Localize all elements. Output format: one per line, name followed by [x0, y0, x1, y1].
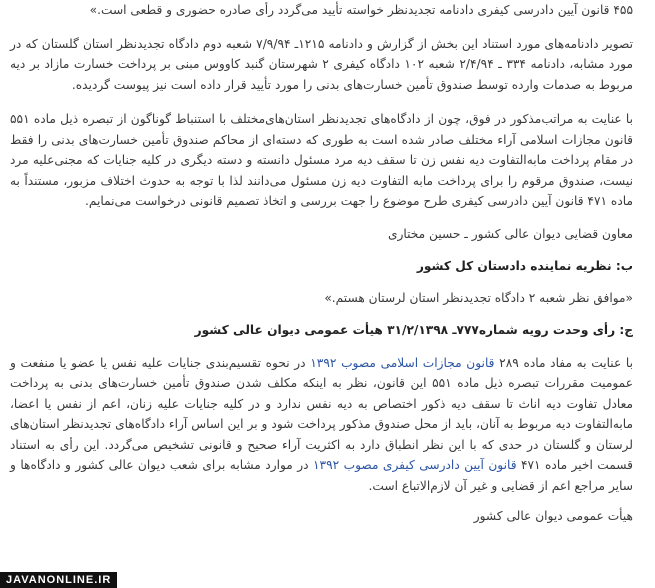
paragraph-intro-tail: ۴۵۵ قانون آیین دادرسی کیفری دادنامه تجدیدنظر خواسته تأیید می‌گردد رأی صادره حضوری و قطعی است.» [89, 3, 633, 17]
link-islamic-penal-code[interactable]: قانون مجازات اسلامی مصوب ۱۳۹۲ [310, 355, 495, 370]
ruling-text-c: در موارد مشابه برای شعب دیوان عالی کشور و دادگاه‌ها و سایر مراجع اعم از قضایی و غیر آن لازم‌الاتباع است. [10, 458, 633, 493]
signature-general-assembly: هیأت عمومی دیوان عالی کشور [473, 509, 633, 523]
paragraph-prosecutor-opinion: «موافق نظر شعبه ۲ دادگاه تجدیدنظر استان لرستان هستم.» [324, 290, 633, 305]
paragraph-ruling [10, 353, 633, 497]
article-body [10, 0, 633, 527]
ruling-text-b: در نحوه تقسیم‌بندی جنایات علیه نفس یا عضو یا منفعت و عمومیت مقررات تبصره ذیل ماده ۵۵۱ این قانون، نظر به اینکه مکلف شدن صندوق تأمین خسارت‌های بدنی به پرداخت معادل تفاوت دیه اناث تا سقف دیه ذکور اختصاص به دیه نفس ندارد و در کلیه جنایات علیه زنان، اعم از نفس یا اعضا، مابه‌التفاوت دیه مربوط به آنان، باید از محل صندوق مذکور پرداخت شود و بر این اساس آراء دادگاه‌های تجدیدنظر استان‌های لرستان و گلستان در حدی که با این نظر انطباق دارد به اکثریت آراء صحیح و قانونی تشخیص می‌گردد. این رأی به استناد قسمت اخیر ماده ۴۷۱ [10, 355, 633, 472]
site-watermark: JAVANONLINE.IR [0, 572, 117, 588]
heading-unified-ruling: ج: رأی وحدت رویه شماره۷۷۷ـ ۳۱/۲/۱۳۹۸ هیأت عمومی دیوان عالی کشور [194, 323, 633, 337]
ruling-text-a: با عنایت به مفاد ماده ۲۸۹ [494, 355, 634, 370]
signature-deputy: معاون قضایی دیوان عالی کشور ـ حسین مختاری [387, 226, 633, 241]
paragraph-request: با عنایت به مراتب‌مذکور در فوق، چون از دادگاه‌های تجدیدنظر استان‌های‌مختلف با استنباط گوناگون از تبصره ذیل ماده ۵۵۱ قانون مجازات اسلامی آراء مختلف صادر شده است به طوری که دسته‌ای از محاکم صندوق تأمین خسارت‌های بدنی را فقط در مقام پرداخت مابه‌التفاوت دیه نفس زن تا سقف دیه مرد مسئول دانسته و دسته دیگری در کلیه جنایات که مجنی‌علیه مرد نیست، صندوق مرقوم را برای پرداخت مابه التفاوت دیه زن مسئول می‌دانند لذا با توجه به حدوث اختلاف مزبور، مستنداً به ماده ۴۷۱ قانون آیین دادرسی کیفری طرح موضوع را جهت بررسی و اتخاذ تصمیم قانونی درخواست می‌نمایم. [10, 112, 633, 208]
paragraph-attachments: تصویر دادنامه‌های مورد استناد این بخش از گزارش و دادنامه ۱۲۱۵ـ ۷/۹/۹۴ شعبه دوم دادگاه تجدیدنظر استان گلستان که در مورد مشابه، دادنامه ۳۳۴ ـ ۲/۴/۹۴ شعبه ۱۰۲ دادگاه کیفری ۲ شهرستان گنبد کاووس مبنی بر پرداخت خسارت مازاد بر دیه مربوط به صدمات وارده توسط صندوق تأمین خسارت‌های بدنی را مورد تأیید قرار داده است نیز پیوست گردیده. [10, 36, 633, 92]
heading-prosecutor-opinion: ب: نظریه نماینده دادستان کل کشور [416, 259, 633, 273]
link-criminal-procedure-code[interactable]: قانون آیین دادرسی کیفری مصوب ۱۳۹۲ [312, 458, 517, 472]
